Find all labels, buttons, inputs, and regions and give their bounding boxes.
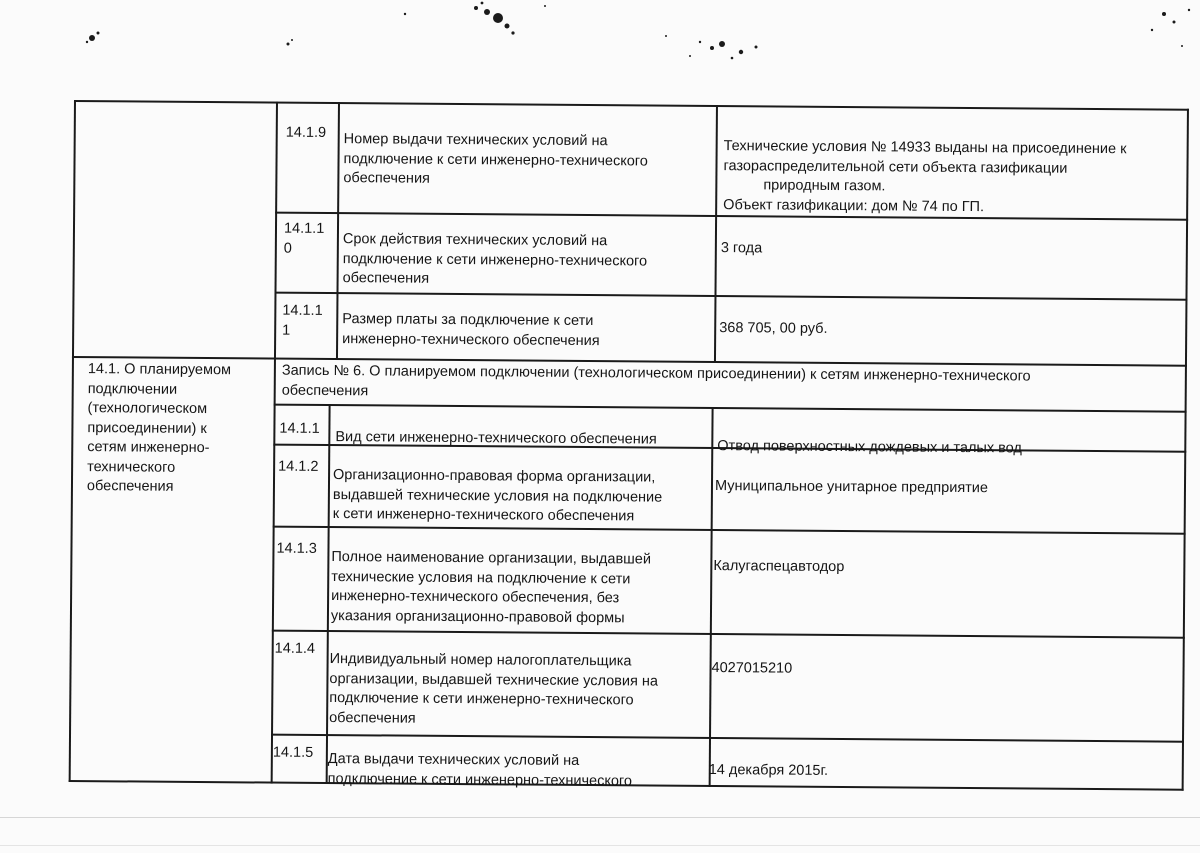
row-value: 3 года	[720, 240, 763, 257]
section-column-divider	[271, 102, 278, 784]
row-number: 14.1.3	[276, 540, 317, 557]
row-divider	[274, 404, 1187, 413]
row-divider	[274, 292, 1187, 301]
row-label: Индивидуальный номер налогоплательщика организации, выдавшей технические условия на подключение к сети инженерно-технического обеспечения	[329, 651, 659, 727]
row-label: Дата выдачи технических условий на подключение к сети инженерно-технического	[327, 751, 633, 789]
row-value: 14 декабря 2015г.	[708, 762, 829, 779]
value-column-divider	[714, 105, 718, 361]
section-label: 14.1. О планируемом подключении (технологическом присоединении) к сетям инженерно- технического обеспечения	[86, 361, 232, 495]
scan-edge-line	[0, 845, 1200, 846]
record-title: Запись № 6. О планируемом подключении (технологическом присоединении) к сетям инженерно-технического обеспечения	[281, 362, 1031, 399]
scan-noise	[0, 0, 1200, 90]
row-label: Вид сети инженерно-технического обеспечения	[335, 429, 657, 448]
row-number: 14.1.5	[272, 744, 314, 761]
row-divider	[273, 526, 1186, 535]
row-number: 14.1.4	[274, 640, 316, 657]
value-column-divider	[709, 407, 714, 787]
scan-edge-line	[0, 817, 1200, 818]
row-value: Отвод поверхностных дождевых и талых вод	[717, 438, 1022, 457]
row-value: Калугаспецавтодор	[713, 558, 845, 576]
row-value: 368 705, 00 руб.	[719, 320, 828, 337]
row-label: Размер платы за подключение к сети инженерно-технического обеспечения	[342, 311, 600, 349]
table-border-left	[69, 100, 76, 782]
row-number: 14.1.1 0	[283, 220, 325, 257]
row-number: 14.1.9	[285, 124, 327, 141]
row-label: Полное наименование организации, выдавшей технические условия на подключение к сети инженерно-технического обеспечения, без указания организационно-правовой формы	[330, 549, 652, 626]
row-divider	[272, 630, 1185, 639]
row-number: 14.1.1	[279, 420, 320, 437]
row-value: 4027015210	[711, 660, 793, 677]
table-border-top	[74, 100, 1189, 111]
row-label: Номер выдачи технических условий на подключение к сети инженерно-технического обеспечения	[343, 131, 648, 187]
row-value: Технические условия № 14933 выданы на присоединение к газораспределительной сети объекта газификации природным газом. Объект газификации: дом № 74 по ГП.	[723, 138, 1127, 215]
row-value: Муниципальное унитарное предприятие	[714, 478, 989, 497]
row-divider	[271, 734, 1184, 743]
row-number: 14.1.1 1	[282, 302, 323, 339]
row-label: Срок действия технических условий на подключение к сети инженерно-технического обеспечения	[342, 231, 648, 287]
registry-table	[69, 100, 1189, 799]
num-column-divider	[336, 102, 340, 358]
row-number: 14.1.2	[278, 458, 319, 475]
row-label: Организационно-правовая форма организации, выдавшей технические условия на подключение к сети инженерно-технического обеспечения	[332, 467, 663, 525]
